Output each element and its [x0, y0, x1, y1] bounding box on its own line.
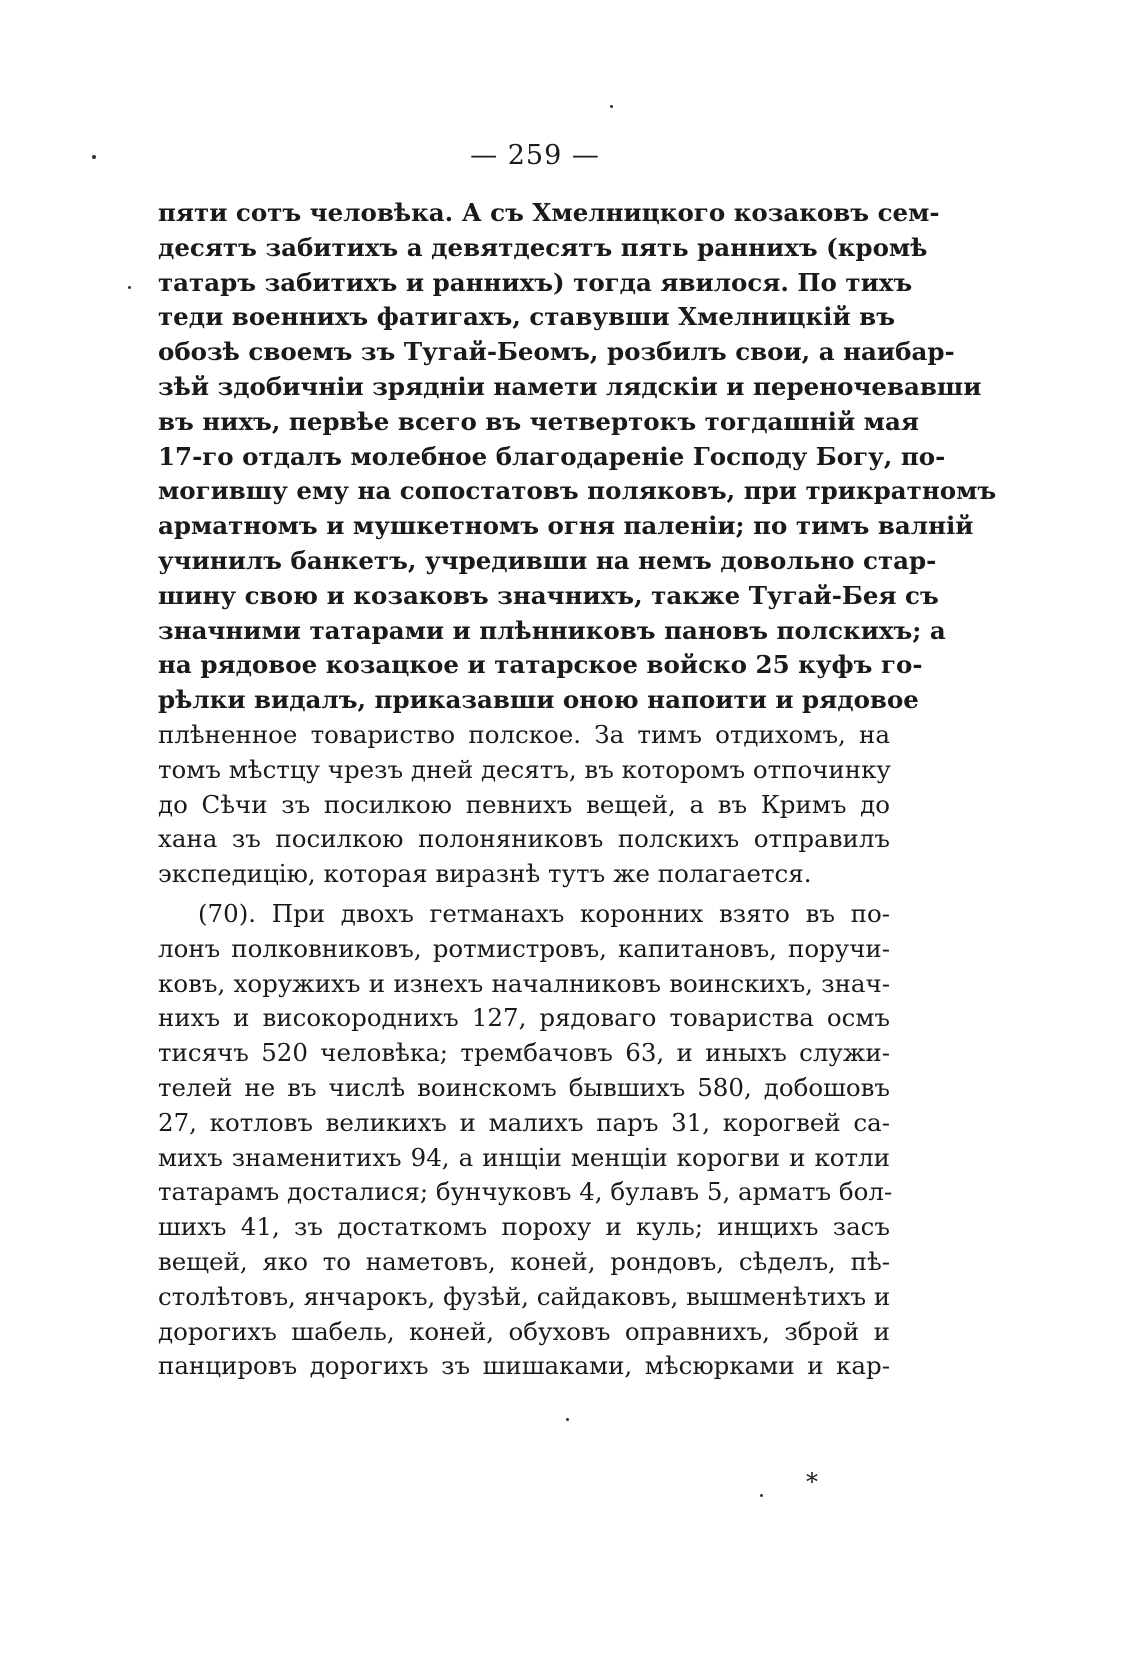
text-line: столѣтовъ, янчарокъ, фузѣй, сайдаковъ, вышменѣтихъ и	[158, 1281, 891, 1311]
scan-speck	[92, 155, 96, 159]
text-line: дорогихъ шабель, коней, обуховъ оправнихъ, зброй и	[158, 1316, 890, 1346]
text-line: плѣненное товариство полское. За тимъ отдихомъ, на	[158, 719, 890, 749]
scan-speck	[128, 286, 131, 289]
text-line: пяти сотъ человѣка. А съ Хмелницкого козаковъ сем-	[158, 198, 940, 227]
text-line: лонъ полковниковъ, ротмистровъ, капитановъ, поручи-	[158, 933, 890, 963]
text-line: учинилъ банкетъ, учредивши на немъ довольно стар-	[158, 545, 937, 575]
text-line: шихъ 41, зъ достаткомъ пороху и куль; инщихъ засъ	[158, 1212, 890, 1242]
text-line: хана зъ посилкою полоняниковъ полскихъ отправилъ	[158, 824, 890, 854]
scan-speck	[610, 105, 613, 108]
paragraph-2	[158, 897, 893, 1384]
text-line: значними татарами и плѣнниковъ пановъ полскихъ; а	[158, 615, 946, 645]
text-line: нихъ и високороднихъ 127, рядоваго товариства осмъ	[158, 1003, 890, 1033]
text-line: (70). При двохъ гетманахъ коронних взято въ по-	[198, 898, 890, 928]
main-text	[158, 196, 997, 1384]
text-line: томъ мѣстцу чрезъ дней десятъ, въ которомъ отпочинку	[158, 754, 891, 784]
text-line: въ нихъ, первѣе всего въ четвертокъ тогдашній мая	[158, 406, 919, 436]
text-line: михъ знаменитихъ 94, а инщіи менщіи корогви и котли	[158, 1142, 890, 1172]
text-line: татарамъ досталися; бунчуковъ 4, булавъ 5, арматъ бол-	[158, 1177, 893, 1207]
page-number: — 259 —	[470, 140, 600, 171]
text-line: на рядовое козацкое и татарское войско 25 куфъ го-	[158, 650, 923, 680]
text-line: экспедицію, которая виразнѣ тутъ же полагается.	[158, 859, 812, 889]
text-line: телей не въ числѣ воинскомъ бывшихъ 580, добошовъ	[158, 1072, 890, 1102]
text-line: вещей, яко то наметовъ, коней, рондовъ, сѣделъ, пѣ-	[158, 1246, 890, 1276]
text-line: зѣй здобичніи зрядніи намети лядскіи и переночевавши	[158, 371, 982, 401]
text-line: панцировъ дорогихъ зъ шишаками, мѣсюрками и кар-	[158, 1351, 890, 1381]
text-line: татаръ забитихъ и раннихъ) тогда явилося. По тихъ	[158, 267, 913, 297]
text-line: теди военнихъ фатигахъ, ставувши Хмелницкій въ	[158, 302, 895, 332]
signature-mark: *	[806, 1468, 818, 1496]
text-line: 27, котловъ великихъ и малихъ паръ 31, корогвей са-	[158, 1107, 890, 1137]
scan-speck	[760, 1494, 763, 1497]
text-line: арматномъ и мушкетномъ огня паленіи; по тимъ валній	[158, 511, 974, 541]
paragraph-1	[158, 196, 997, 892]
text-line: обозѣ своемъ зъ Тугай-Беомъ, розбилъ свои, а наибар-	[158, 337, 955, 367]
text-line: до Сѣчи зъ посилкою певнихъ вещей, а въ Кримъ до	[158, 789, 890, 819]
text-line: шину свою и козаковъ значнихъ, также Тугай-Бея съ	[158, 580, 939, 610]
text-line: ковъ, хоружихъ и изнехъ началниковъ воинскихъ, знач-	[158, 968, 890, 998]
text-line: 17-го отдалъ молебное благодареніе Господу Богу, по-	[158, 441, 946, 471]
scan-speck	[566, 1418, 569, 1421]
text-line: рѣлки видалъ, приказавши оною напоити и рядовое	[158, 685, 919, 715]
text-line: десятъ забитихъ а девятдесятъ пять раннихъ (кромѣ	[158, 232, 928, 262]
text-line: тисячъ 520 человѣка; трембачовъ 63, и иныхъ служи-	[158, 1038, 890, 1068]
text-line: могившу ему на сопостатовъ поляковъ, при трикратномъ	[158, 476, 997, 506]
